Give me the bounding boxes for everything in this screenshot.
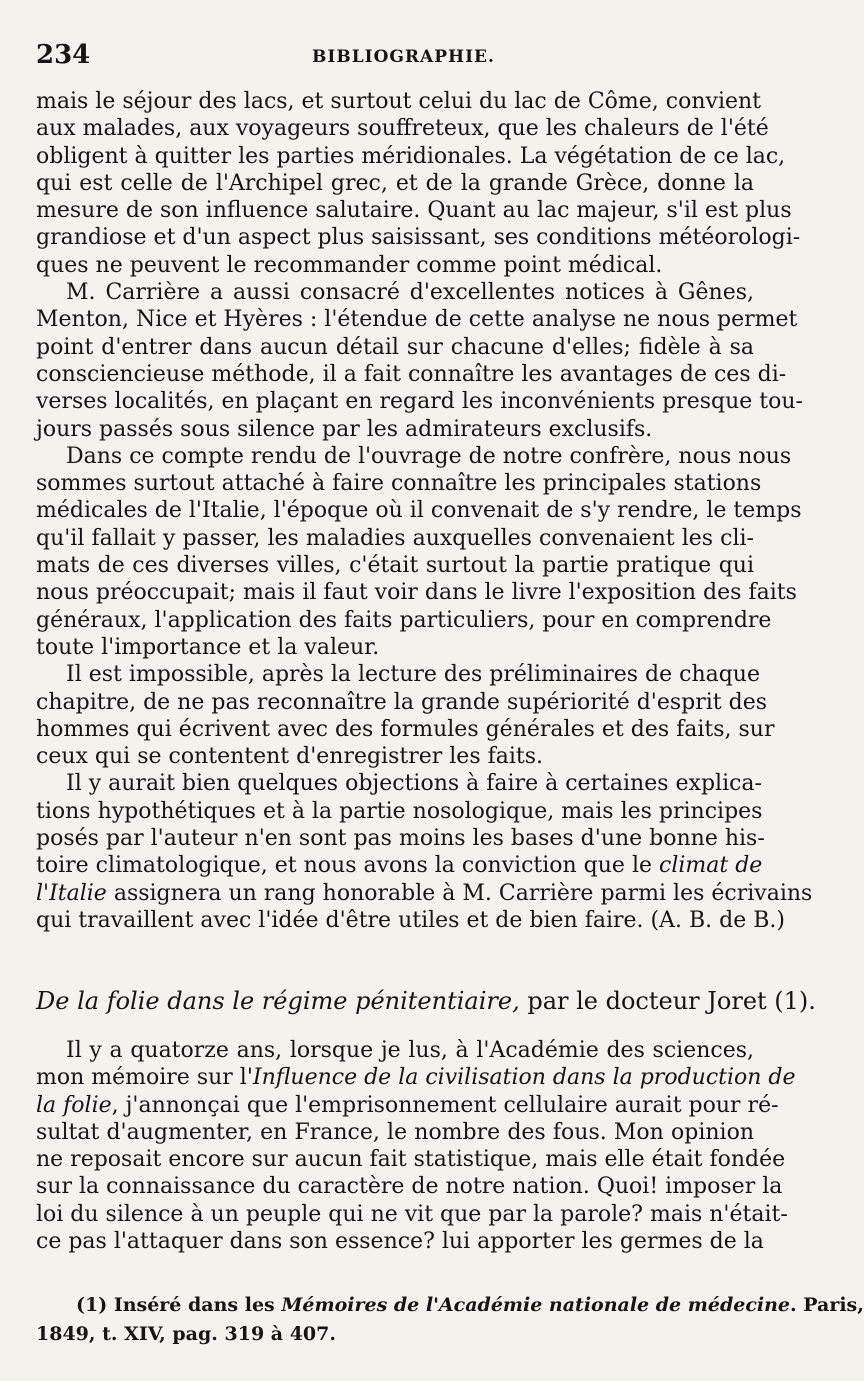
text-line: consciencieuse méthode, il a fait connaître les avantages de ces di- (36, 361, 787, 387)
text-segment: , j'annonçai que l'emprisonnement cellulaire aurait pour ré- (111, 1092, 779, 1118)
text-line: obligent à quitter les parties méridionales. La végétation de ce lac, (36, 143, 786, 169)
text-line: ce pas l'attaquer dans son essence? lui apporter les germes de la (36, 1229, 764, 1255)
text-line: médicales de l'Italie, l'époque où il convenait de s'y rendre, le temps (36, 498, 802, 524)
text-segment: mon mémoire sur l' (36, 1065, 253, 1091)
text-line: ques ne peuvent le recommander comme point médical. (36, 252, 663, 278)
text-line: point d'entrer dans aucun détail sur chacune d'elles; fidèle à sa (36, 334, 754, 360)
text-line: toute l'importance et la valeur. (36, 634, 380, 660)
text-segment: (1) Inséré dans les (76, 1294, 282, 1316)
text-line: sur la connaissance du caractère de notre nation. Quoi! imposer la (36, 1174, 783, 1200)
text-line: Il est impossible, après la lecture des préliminaires de chaque (66, 662, 760, 688)
running-head: BIBLIOGRAPHIE. (312, 47, 495, 67)
text-line (36, 852, 763, 879)
text-line (36, 1064, 796, 1091)
text-line: mats de ces diverses villes, c'était surtout la partie pratique qui (36, 553, 754, 579)
text-line: ne reposait encore sur aucun fait statistique, mais elle était fondée (36, 1147, 786, 1173)
text-line: loi du silence à un peuple qui ne vit que par la parole? mais n'était- (36, 1201, 788, 1227)
body-text-top (36, 88, 813, 934)
text-line: sommes surtout attaché à faire connaître les principales stations (36, 471, 762, 497)
text-line: Il y a quatorze ans, lorsque je lus, à l'Académie des sciences, (66, 1038, 754, 1063)
text-line: aux malades, aux voyageurs souffreteux, que les chaleurs de l'été (36, 116, 769, 142)
italic-climat: climat de (659, 853, 763, 879)
text-line: chapitre, de ne pas reconnaître la grande supériorité d'esprit des (36, 689, 768, 715)
text-line: ceux qui se contentent d'enregistrer les faits. (36, 744, 544, 770)
text-line: qu'il fallait y passer, les maladies auxquelles convenaient les cli- (36, 525, 754, 551)
italic-title: la folie (36, 1092, 112, 1118)
text-line: M. Carrière a aussi consacré d'excellentes notices à Gênes, (66, 280, 754, 306)
text-line: mais le séjour des lacs, et surtout celui du lac de Côme, convient (36, 89, 762, 114)
text-line: hommes qui écrivent avec des formules générales et des faits, sur (36, 716, 775, 742)
text-line: jours passés sous silence par les admirateurs exclusifs. (36, 416, 653, 442)
text-segment: . Paris, (790, 1294, 864, 1316)
text-line: mesure de son influence salutaire. Quant au lac majeur, s'il est plus (36, 198, 792, 224)
italic-italie: l'Italie (36, 880, 107, 906)
section-title-italic: De la folie dans le régime pénitentiaire, (36, 987, 520, 1015)
text-segment: assignera un rang honorable à M. Carrière parmi les écrivains (106, 880, 813, 906)
text-line: qui est celle de l'Archipel grec, et de la grande Grèce, donne la (36, 170, 754, 196)
section-title (36, 986, 816, 1016)
text-line: Dans ce compte rendu de l'ouvrage de notre confrère, nous nous (66, 443, 792, 469)
footnote-line (36, 1291, 864, 1320)
footnote (36, 1291, 864, 1349)
text-line (36, 880, 813, 907)
text-line: verses localités, en plaçant en regard les inconvénients presque tou- (36, 389, 803, 415)
text-line: nous préoccupait; mais il faut voir dans le livre l'exposition des faits (36, 580, 797, 606)
body-text-bottom (36, 1037, 796, 1255)
page-number: 234 (36, 40, 91, 70)
text-line: tions hypothétiques et à la partie nosologique, mais les principes (36, 798, 763, 824)
section-title-author: par le docteur Joret (1). (519, 987, 816, 1015)
text-line: posés par l'auteur n'en sont pas moins les bases d'une bonne his- (36, 826, 765, 852)
text-line: qui travaillent avec l'idée d'être utiles et de bien faire. (A. B. de B.) (36, 907, 785, 933)
text-line (36, 1092, 779, 1119)
text-line: Il y aurait bien quelques objections à faire à certaines explica- (66, 771, 762, 797)
text-line: sultat d'augmenter, en France, le nombre des fous. Mon opinion (36, 1119, 754, 1145)
text-line: Menton, Nice et Hyères : l'étendue de cette analyse ne nous permet (36, 307, 798, 333)
text-line: grandiose et d'un aspect plus saisissant, ses conditions météorologi- (36, 225, 801, 251)
text-line: généraux, l'application des faits particuliers, pour en comprendre (36, 607, 772, 633)
italic-title: Mémoires de l'Académie nationale de médecine (281, 1294, 791, 1316)
footnote-line: 1849, t. XIV, pag. 319 à 407. (36, 1323, 336, 1345)
page-header (36, 40, 754, 80)
text-segment: toire climatologique, et nous avons la conviction que le (36, 853, 659, 879)
italic-title: Influence de la civilisation dans la production de (252, 1065, 796, 1091)
